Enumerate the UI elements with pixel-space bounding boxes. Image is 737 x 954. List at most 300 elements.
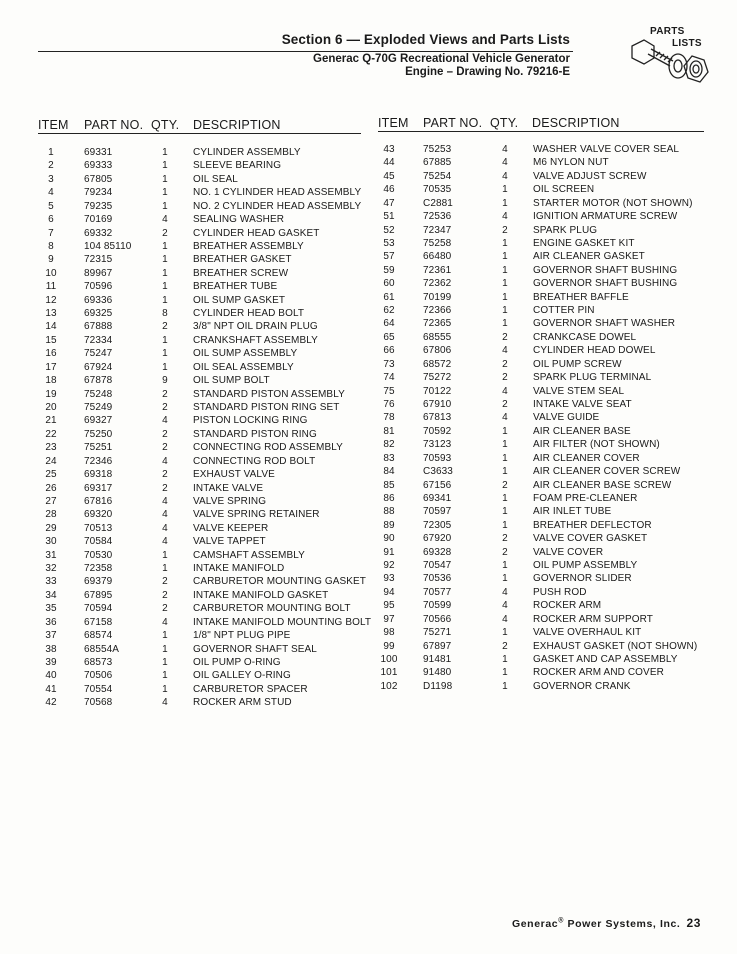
row-quantity: 1 (162, 281, 168, 293)
row-quantity: 2 (162, 388, 168, 400)
row-quantity: 4 (502, 170, 508, 182)
row-description: NO. 2 CYLINDER HEAD ASSEMBLY (193, 200, 362, 212)
row-item-number: 38 (45, 643, 57, 655)
row-description: GOVERNOR SHAFT BUSHING (533, 264, 678, 276)
row-description: CYLINDER HEAD DOWEL (533, 345, 656, 357)
row-quantity: 1 (162, 549, 168, 561)
row-quantity: 1 (502, 466, 508, 478)
row-description: VALVE KEEPER (193, 522, 269, 534)
row-description: PUSH ROD (533, 586, 587, 598)
row-part-number: 69333 (84, 160, 113, 172)
row-description: BREATHER ASSEMBLY (193, 240, 304, 252)
row-quantity: 2 (162, 321, 168, 333)
row-quantity: 1 (162, 334, 168, 346)
row-description: AIR CLEANER BASE SCREW (533, 479, 672, 491)
row-quantity: 4 (162, 214, 168, 226)
row-description: ROCKER ARM SUPPORT (533, 613, 653, 625)
row-part-number: 70599 (423, 600, 452, 612)
row-quantity: 1 (502, 653, 508, 665)
row-part-number: 70169 (84, 214, 113, 226)
row-item-number: 19 (45, 388, 57, 400)
row-item-number: 98 (383, 627, 395, 639)
col-header-qty-left: QTY. (151, 118, 180, 132)
row-description: CYLINDER HEAD GASKET (193, 227, 320, 239)
row-item-number: 24 (45, 455, 57, 467)
row-description: SPARK PLUG (533, 224, 598, 236)
row-part-number: 67816 (84, 495, 113, 507)
row-quantity: 1 (162, 656, 168, 668)
row-item-number: 45 (383, 170, 395, 182)
row-item-number: 99 (383, 640, 395, 652)
row-quantity: 1 (162, 147, 168, 158)
row-item-number: 75 (383, 385, 395, 397)
row-description: OIL SUMP BOLT (193, 375, 270, 387)
row-item-number: 16 (45, 348, 57, 360)
row-item-number: 25 (45, 469, 57, 481)
row-part-number: 91481 (423, 653, 452, 665)
row-quantity: 1 (502, 519, 508, 531)
row-item-number: 46 (383, 184, 395, 196)
row-description: GOVERNOR CRANK (533, 680, 631, 692)
row-item-number: 65 (383, 331, 395, 343)
row-item-number: 86 (383, 492, 395, 504)
row-quantity: 1 (502, 237, 508, 249)
row-quantity: 1 (162, 267, 168, 279)
row-part-number: 70122 (423, 385, 452, 397)
row-quantity: 4 (502, 600, 508, 612)
row-description: BREATHER BAFFLE (533, 291, 629, 303)
row-description: M6 NYLON NUT (533, 157, 609, 169)
row-part-number: 69318 (84, 469, 113, 481)
row-quantity: 1 (162, 670, 168, 682)
row-part-number: 66480 (423, 251, 452, 263)
row-description: ENGINE GASKET KIT (533, 237, 635, 249)
nut-bolt-icon (620, 24, 710, 94)
row-part-number: 70513 (84, 522, 113, 534)
row-quantity: 9 (162, 375, 168, 387)
row-quantity: 1 (162, 348, 168, 360)
row-item-number: 78 (383, 412, 395, 424)
row-quantity: 4 (162, 616, 168, 628)
row-description: INTAKE VALVE (193, 482, 264, 494)
row-item-number: 61 (383, 291, 395, 303)
row-quantity: 2 (502, 372, 508, 384)
row-item-number: 57 (383, 251, 395, 263)
row-part-number: 72361 (423, 264, 452, 276)
row-part-number: 79234 (84, 187, 113, 199)
row-quantity: 1 (502, 560, 508, 572)
row-description: VALVE SPRING RETAINER (193, 509, 320, 521)
row-item-number: 6 (48, 214, 54, 226)
row-description: BREATHER TUBE (193, 281, 278, 293)
row-item-number: 33 (45, 576, 57, 588)
row-part-number: 68574 (84, 630, 113, 642)
footer-company-rest: Power Systems, Inc. (563, 918, 681, 930)
row-description: STANDARD PISTON RING (193, 428, 317, 440)
row-part-number: 72305 (423, 519, 452, 531)
row-description: BREATHER DEFLECTOR (533, 519, 652, 531)
row-quantity: 2 (502, 533, 508, 545)
row-part-number: 69379 (84, 576, 113, 588)
row-item-number: 18 (45, 375, 57, 387)
row-item-number: 40 (45, 670, 57, 682)
row-item-number: 23 (45, 442, 57, 454)
row-description: SPARK PLUG TERMINAL (533, 372, 652, 384)
row-part-number: 67878 (84, 375, 113, 387)
row-description: INTAKE MANIFOLD (193, 563, 285, 575)
row-part-number: 70566 (423, 613, 452, 625)
row-item-number: 13 (45, 308, 57, 320)
row-description: AIR CLEANER BASE (533, 425, 631, 437)
row-part-number: 67158 (84, 616, 113, 628)
logo-text-lists: LISTS (672, 38, 702, 49)
row-item-number: 21 (45, 415, 57, 427)
row-quantity: 2 (502, 640, 508, 652)
row-description: OIL SEAL ASSEMBLY (193, 361, 294, 373)
row-quantity: 2 (502, 546, 508, 558)
row-part-number: 69320 (84, 509, 113, 521)
row-part-number: 72362 (423, 278, 452, 290)
col-header-item-left: ITEM (38, 118, 69, 132)
row-description: AIR CLEANER COVER (533, 452, 640, 464)
row-description: COTTER PIN (533, 305, 595, 317)
row-item-number: 81 (383, 425, 395, 437)
row-part-number: 89967 (84, 267, 113, 279)
row-description: INTAKE MANIFOLD GASKET (193, 589, 329, 601)
row-part-number: 75249 (84, 401, 113, 413)
row-quantity: 4 (162, 697, 168, 709)
row-description: EXHAUST GASKET (NOT SHOWN) (533, 640, 698, 652)
row-item-number: 43 (383, 144, 395, 155)
row-quantity: 1 (502, 492, 508, 504)
row-quantity: 2 (502, 479, 508, 491)
row-quantity: 2 (502, 358, 508, 370)
row-quantity: 2 (162, 603, 168, 615)
row-item-number: 17 (45, 361, 57, 373)
row-part-number: 73123 (423, 439, 452, 451)
row-description: ROCKER ARM AND COVER (533, 667, 664, 679)
row-quantity: 8 (162, 308, 168, 320)
row-quantity: 4 (502, 412, 508, 424)
row-item-number: 3 (48, 173, 54, 185)
row-item-number: 101 (380, 667, 398, 679)
section-title: Section 6 — Exploded Views and Parts Lists (281, 32, 570, 47)
row-item-number: 91 (383, 546, 395, 558)
row-description: CARBURETOR SPACER (193, 683, 308, 695)
page-footer (512, 916, 701, 930)
row-item-number: 30 (45, 536, 57, 548)
row-item-number: 66 (383, 345, 395, 357)
row-quantity: 1 (502, 291, 508, 303)
row-description: SLEEVE BEARING (193, 160, 282, 172)
row-description: OIL SEAL (193, 173, 238, 185)
row-part-number: 70597 (423, 506, 452, 518)
row-item-number: 36 (45, 616, 57, 628)
row-quantity: 4 (502, 586, 508, 598)
row-quantity: 4 (502, 345, 508, 357)
drawing-number: Engine – Drawing No. 79216-E (405, 66, 570, 78)
col-header-part-left: PART NO. (84, 118, 144, 132)
row-quantity: 4 (162, 415, 168, 427)
row-quantity: 4 (502, 613, 508, 625)
row-item-number: 20 (45, 401, 57, 413)
row-quantity: 1 (502, 305, 508, 317)
row-description: IGNITION ARMATURE SCREW (533, 211, 678, 223)
row-quantity: 1 (502, 278, 508, 290)
row-part-number: 70584 (84, 536, 113, 548)
row-description: AIR INLET TUBE (533, 506, 612, 518)
row-item-number: 76 (383, 398, 395, 410)
row-description: ROCKER ARM STUD (193, 697, 292, 709)
row-quantity: 1 (502, 667, 508, 679)
row-description: GOVERNOR SHAFT WASHER (533, 318, 676, 330)
row-item-number: 12 (45, 294, 57, 306)
row-part-number: 72536 (423, 211, 452, 223)
row-quantity: 1 (502, 452, 508, 464)
row-item-number: 59 (383, 264, 395, 276)
row-quantity: 1 (502, 439, 508, 451)
row-part-number: 67910 (423, 398, 452, 410)
row-quantity: 2 (502, 224, 508, 236)
row-description: NO. 1 CYLINDER HEAD ASSEMBLY (193, 187, 362, 199)
row-quantity: 2 (162, 482, 168, 494)
row-quantity: 1 (162, 683, 168, 695)
row-item-number: 64 (383, 318, 395, 330)
row-part-number: 67156 (423, 479, 452, 491)
row-quantity: 1 (162, 254, 168, 266)
row-description: CRANKCASE DOWEL (533, 331, 637, 343)
row-description: AIR CLEANER GASKET (533, 251, 645, 263)
row-quantity: 1 (162, 630, 168, 642)
row-part-number: 70592 (423, 425, 452, 437)
row-item-number: 2 (48, 160, 54, 172)
row-part-number: 70199 (423, 291, 452, 303)
row-description: GOVERNOR SLIDER (533, 573, 632, 585)
row-description: OIL SUMP ASSEMBLY (193, 348, 298, 360)
row-part-number: 70506 (84, 670, 113, 682)
row-item-number: 14 (45, 321, 57, 333)
row-description: 3/8" NPT OIL DRAIN PLUG (193, 321, 318, 333)
row-part-number: 69341 (423, 492, 452, 504)
row-description: VALVE SPRING (193, 495, 267, 507)
row-item-number: 9 (48, 254, 54, 266)
document-subtitle: Generac Q-70G Recreational Vehicle Generator (313, 53, 570, 65)
row-description: SEALING WASHER (193, 214, 285, 226)
row-item-number: 31 (45, 549, 57, 561)
row-quantity: 2 (502, 331, 508, 343)
row-part-number: 67885 (423, 157, 452, 169)
row-quantity: 1 (162, 200, 168, 212)
row-item-number: 94 (383, 586, 395, 598)
row-quantity: 1 (502, 506, 508, 518)
row-part-number: 72365 (423, 318, 452, 330)
row-part-number: 75248 (84, 388, 113, 400)
row-item-number: 82 (383, 439, 395, 451)
parts-lists-logo (620, 24, 710, 94)
row-part-number: 70577 (423, 586, 452, 598)
row-item-number: 53 (383, 237, 395, 249)
row-part-number: D1198 (423, 680, 453, 692)
row-part-number: 67813 (423, 412, 452, 424)
row-description: OIL SCREEN (533, 184, 595, 196)
row-part-number: 68572 (423, 358, 452, 370)
row-part-number: 70596 (84, 281, 113, 293)
row-item-number: 95 (383, 600, 395, 612)
row-quantity: 4 (162, 455, 168, 467)
row-item-number: 27 (45, 495, 57, 507)
row-item-number: 32 (45, 563, 57, 575)
header-underline-right (378, 131, 704, 132)
row-part-number: 75272 (423, 372, 452, 384)
row-quantity: 1 (502, 264, 508, 276)
row-part-number: 75250 (84, 428, 113, 440)
col-header-desc-left: DESCRIPTION (193, 118, 281, 132)
row-part-number: 68554A (84, 643, 120, 655)
row-description: STARTER MOTOR (NOT SHOWN) (533, 197, 693, 209)
row-part-number: 68555 (423, 331, 452, 343)
row-item-number: 11 (45, 281, 57, 293)
row-description: VALVE OVERHAUL KIT (533, 627, 642, 639)
row-item-number: 8 (48, 240, 54, 252)
row-description: GASKET AND CAP ASSEMBLY (533, 653, 678, 665)
row-item-number: 60 (383, 278, 395, 290)
row-quantity: 4 (162, 536, 168, 548)
row-quantity: 4 (162, 522, 168, 534)
row-part-number: 70547 (423, 560, 452, 572)
row-item-number: 89 (383, 519, 395, 531)
row-part-number: 67805 (84, 173, 113, 185)
row-part-number: 75254 (423, 170, 452, 182)
row-description: BREATHER SCREW (193, 267, 289, 279)
row-item-number: 74 (383, 372, 395, 384)
row-description: OIL GALLEY O-RING (193, 670, 291, 682)
row-part-number: 69331 (84, 147, 113, 158)
row-description: VALVE ADJUST SCREW (533, 170, 647, 182)
row-part-number: 79235 (84, 200, 113, 212)
row-part-number: 75271 (423, 627, 452, 639)
row-part-number: 69327 (84, 415, 113, 427)
row-quantity: 1 (162, 160, 168, 172)
row-quantity: 1 (162, 187, 168, 199)
row-part-number: 75247 (84, 348, 113, 360)
row-item-number: 5 (48, 200, 54, 212)
row-description: ROCKER ARM (533, 600, 602, 612)
row-description: INTAKE MANIFOLD MOUNTING BOLT (193, 616, 372, 628)
row-part-number: 72334 (84, 334, 113, 346)
row-quantity: 1 (502, 197, 508, 209)
row-part-number: 70530 (84, 549, 113, 561)
row-part-number: 69332 (84, 227, 113, 239)
row-item-number: 10 (45, 267, 57, 279)
row-part-number: 75251 (84, 442, 113, 454)
row-part-number: 72346 (84, 455, 113, 467)
row-quantity: 1 (162, 173, 168, 185)
row-item-number: 51 (383, 211, 395, 223)
row-quantity: 2 (162, 442, 168, 454)
row-quantity: 2 (162, 576, 168, 588)
row-part-number: 68573 (84, 656, 113, 668)
row-part-number: 75253 (423, 144, 452, 155)
row-item-number: 26 (45, 482, 57, 494)
row-part-number: 70554 (84, 683, 113, 695)
row-part-number: 91480 (423, 667, 452, 679)
row-quantity: 1 (502, 573, 508, 585)
header-underline-left (38, 133, 361, 134)
row-item-number: 84 (383, 466, 395, 478)
row-item-number: 83 (383, 452, 395, 464)
row-description: GOVERNOR SHAFT BUSHING (533, 278, 678, 290)
row-item-number: 28 (45, 509, 57, 521)
row-item-number: 93 (383, 573, 395, 585)
row-item-number: 47 (383, 197, 395, 209)
row-part-number: 67920 (423, 533, 452, 545)
row-part-number: 67895 (84, 589, 113, 601)
row-item-number: 35 (45, 603, 57, 615)
row-quantity: 2 (502, 398, 508, 410)
row-quantity: 1 (162, 361, 168, 373)
row-item-number: 73 (383, 358, 395, 370)
row-item-number: 90 (383, 533, 395, 545)
row-part-number: 69336 (84, 294, 113, 306)
row-part-number: 70594 (84, 603, 113, 615)
row-description: STANDARD PISTON ASSEMBLY (193, 388, 345, 400)
row-description: BREATHER GASKET (193, 254, 292, 266)
row-item-number: 4 (48, 187, 54, 199)
row-description: CRANKSHAFT ASSEMBLY (193, 334, 318, 346)
row-part-number: 72347 (423, 224, 452, 236)
page-number: 23 (686, 916, 701, 930)
col-header-part-right: PART NO. (423, 116, 483, 130)
row-quantity: 4 (502, 157, 508, 169)
row-item-number: 39 (45, 656, 57, 668)
header-rule (38, 51, 573, 52)
row-description: VALVE GUIDE (533, 412, 600, 424)
row-part-number: 72315 (84, 254, 113, 266)
row-item-number: 42 (45, 697, 57, 709)
row-part-number: 70593 (423, 452, 452, 464)
row-description: FOAM PRE-CLEANER (533, 492, 638, 504)
row-quantity: 4 (162, 495, 168, 507)
row-description: 1/8" NPT PLUG PIPE (193, 630, 291, 642)
row-item-number: 41 (45, 683, 57, 695)
row-description: STANDARD PISTON RING SET (193, 401, 340, 413)
row-item-number: 102 (380, 680, 398, 692)
footer-company: Generac (511, 918, 559, 930)
row-quantity: 1 (502, 184, 508, 196)
footer-registered-mark: ® (558, 917, 564, 925)
row-quantity: 1 (162, 643, 168, 655)
row-description: VALVE COVER GASKET (533, 533, 648, 545)
row-item-number: 44 (383, 157, 395, 169)
row-description: CYLINDER HEAD BOLT (193, 308, 305, 320)
row-quantity: 2 (162, 428, 168, 440)
row-description: OIL PUMP SCREW (533, 358, 622, 370)
row-description: INTAKE VALVE SEAT (533, 398, 632, 410)
row-description: CAMSHAFT ASSEMBLY (193, 549, 305, 561)
row-description: OIL PUMP ASSEMBLY (533, 560, 638, 572)
row-quantity: 2 (162, 227, 168, 239)
row-description: VALVE TAPPET (193, 536, 266, 548)
row-part-number: 67897 (423, 640, 452, 652)
row-part-number: C3633 (423, 466, 453, 478)
row-item-number: 88 (383, 506, 395, 518)
row-quantity: 4 (162, 509, 168, 521)
row-part-number: C2881 (423, 197, 453, 209)
row-description: EXHAUST VALVE (193, 469, 275, 481)
row-description: OIL PUMP O-RING (193, 656, 281, 668)
row-description: WASHER VALVE COVER SEAL (533, 144, 680, 155)
row-quantity: 1 (162, 563, 168, 575)
